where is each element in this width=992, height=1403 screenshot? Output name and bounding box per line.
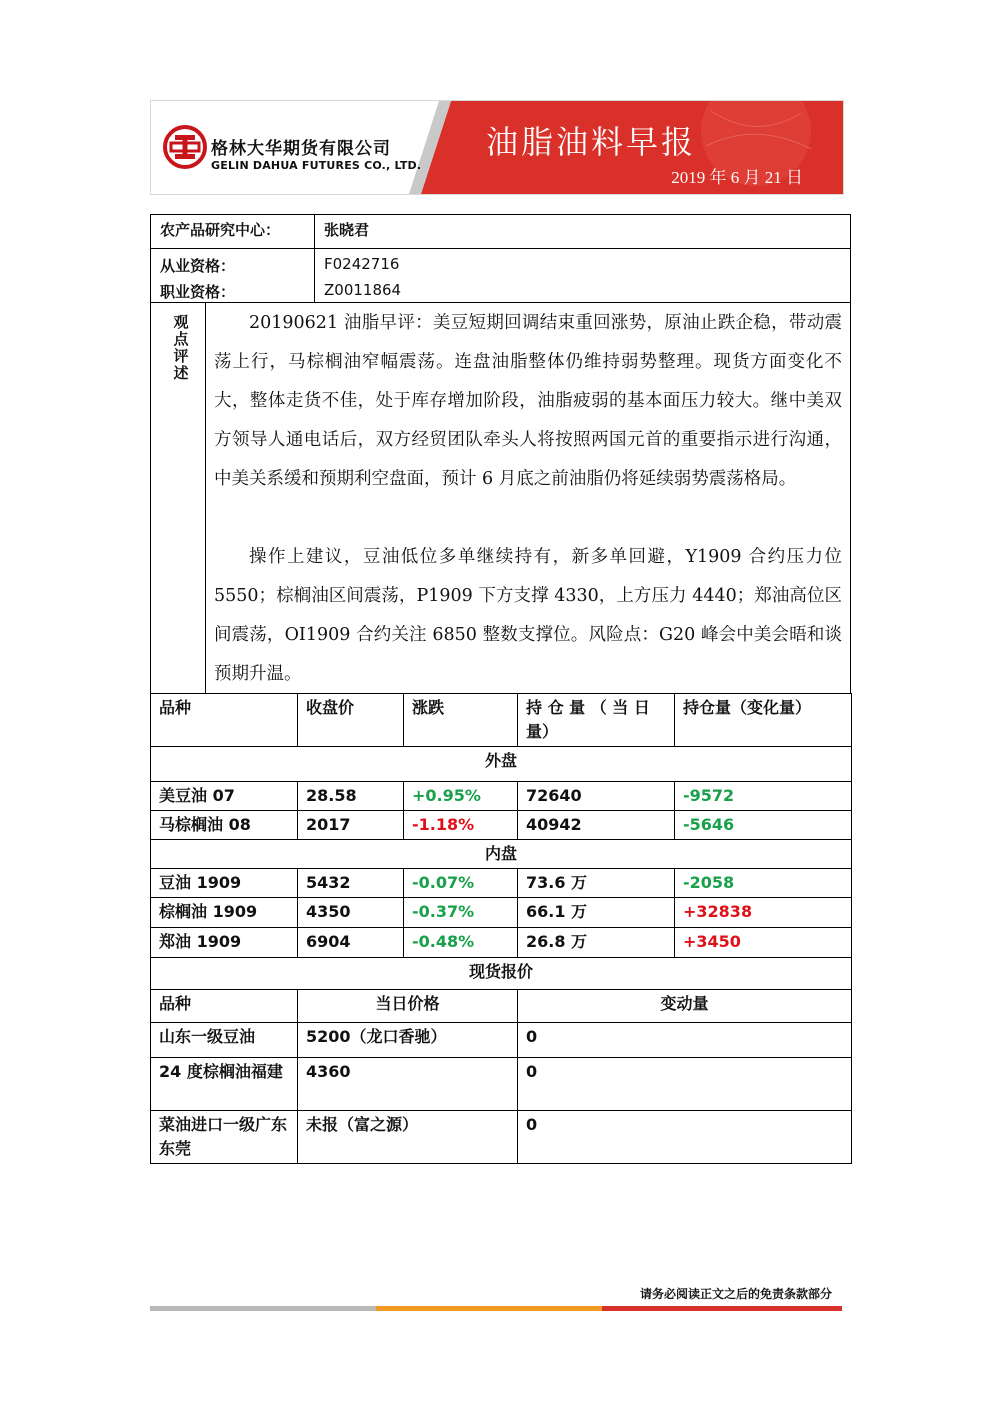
table-row [151,928,852,958]
variety-cell: 棕榈油 1909 [151,898,298,928]
section-row [151,747,852,782]
section-spot: 现货报价 [151,958,852,990]
research-center-label: 农产品研究中心： [160,221,281,239]
header-variety: 品种 [151,694,298,747]
section-row [151,840,852,869]
spot-price-cell: 5200（龙口香驰） [298,1023,518,1058]
oi-cell: 40942 [518,811,675,840]
table-row [151,869,852,898]
oi-cell: 66.1 万 [518,898,675,928]
spot-change-cell: 0 [518,1058,852,1111]
company-logo-icon [163,125,207,173]
header-change: 涨跌 [404,694,518,747]
oi-change-cell: +3450 [675,928,852,958]
variety-cell: 马棕榈油 08 [151,811,298,840]
company-name-cn: 格林大华期货有限公司 [211,139,391,159]
header-oi-change: 持仓量（变化量） [675,694,852,747]
spot-change-cell: 0 [518,1111,852,1164]
commentary-paragraph-1: 20190621 油脂早评：美豆短期回调结束重回涨势，原油止跌企稳，带动震荡上行，马棕榈油窄幅震荡。连盘油脂整体仍维持弱势整理。现货方面变化不大，整体走货不佳，处于库存增加阶段，油脂疲弱的基本面压力较大。继中美双方领导人通电话后，双方经贸团队牵头人将按照两国元首的重要指示进行沟通，中美关系缓和预期利空盘面，预计 6 月底之前油脂仍将延续弱势震荡格局。 [214,313,842,489]
close-cell: 2017 [298,811,404,840]
company-name-en: GELIN DAHUA FUTURES CO., LTD. [211,159,422,172]
section-domestic: 内盘 [151,840,852,869]
report-date: 2019 年 6 月 21 日 [671,168,803,187]
table-row [151,898,852,928]
header-close: 收盘价 [298,694,404,747]
oi-cell: 26.8 万 [518,928,675,958]
table-row [151,1111,852,1164]
close-cell: 4350 [298,898,404,928]
oi-change-cell: -2058 [675,869,852,898]
oi-cell: 72640 [518,782,675,811]
header-banner [150,100,844,195]
change-cell: -0.48% [404,928,518,958]
commentary-label: 观点评述 [173,313,189,382]
variety-cell: 豆油 1909 [151,869,298,898]
spot-variety-cell: 24 度棕榈油福建 [151,1058,298,1111]
variety-cell: 美豆油 07 [151,782,298,811]
oi-cell: 73.6 万 [518,869,675,898]
footer-bar-red [602,1306,842,1311]
divider [150,248,851,249]
spot-price-cell: 未报（富之源） [298,1111,518,1164]
table-row [151,1023,852,1058]
spot-variety-cell: 山东一级豆油 [151,1023,298,1058]
spot-change-cell: 0 [518,1023,852,1058]
header-open-interest: 持 仓 量 （ 当 日 量） [518,694,675,747]
spot-header-row [151,990,852,1023]
table-row [151,1058,852,1111]
spot-header-change: 变动量 [518,990,852,1023]
variety-cell: 郑油 1909 [151,928,298,958]
spot-header-price: 当日价格 [298,990,518,1023]
report-title: 油脂油料早报 [486,123,697,161]
footer-bar-orange [376,1306,602,1311]
cert1-value: F0242716 [324,255,400,273]
footer-bar-gray [150,1306,376,1311]
cert2-value: Z0011864 [324,281,402,299]
table-row [151,782,852,811]
spot-price-cell: 4360 [298,1058,518,1111]
close-cell: 6904 [298,928,404,958]
analyst-name: 张晓君 [324,221,370,239]
cert1-label: 从业资格： [160,257,236,275]
market-data-table [150,693,852,1164]
change-cell: +0.95% [404,782,518,811]
table-row [151,811,852,840]
close-cell: 5432 [298,869,404,898]
change-cell: -0.37% [404,898,518,928]
spot-variety-cell: 菜油进口一级广东东莞 [151,1111,298,1164]
oi-change-cell: -9572 [675,782,852,811]
section-foreign: 外盘 [151,747,852,782]
close-cell: 28.58 [298,782,404,811]
table-header-row [151,694,852,747]
spot-header-variety: 品种 [151,990,298,1023]
oi-change-cell: -5646 [675,811,852,840]
change-cell: -1.18% [404,811,518,840]
divider [205,302,206,694]
disclaimer-note: 请务必阅读正文之后的免责条款部分 [639,1287,832,1301]
divider [314,214,315,303]
cert2-label: 职业资格： [160,283,236,301]
commentary-paragraph-2: 操作上建议，豆油低位多单继续持有，新多单回避，Y1909 合约压力位 5550；棕榈油区间震荡，P1909 下方支撑 4330，上方压力 4440；郑油高位区间震荡，OI1909 合约关注 6850 整数支撑位。风险点：G20 峰会中美会晤和谈预期升温。 [214,547,842,684]
section-row [151,958,852,990]
oi-change-cell: +32838 [675,898,852,928]
divider [150,302,851,303]
change-cell: -0.07% [404,869,518,898]
